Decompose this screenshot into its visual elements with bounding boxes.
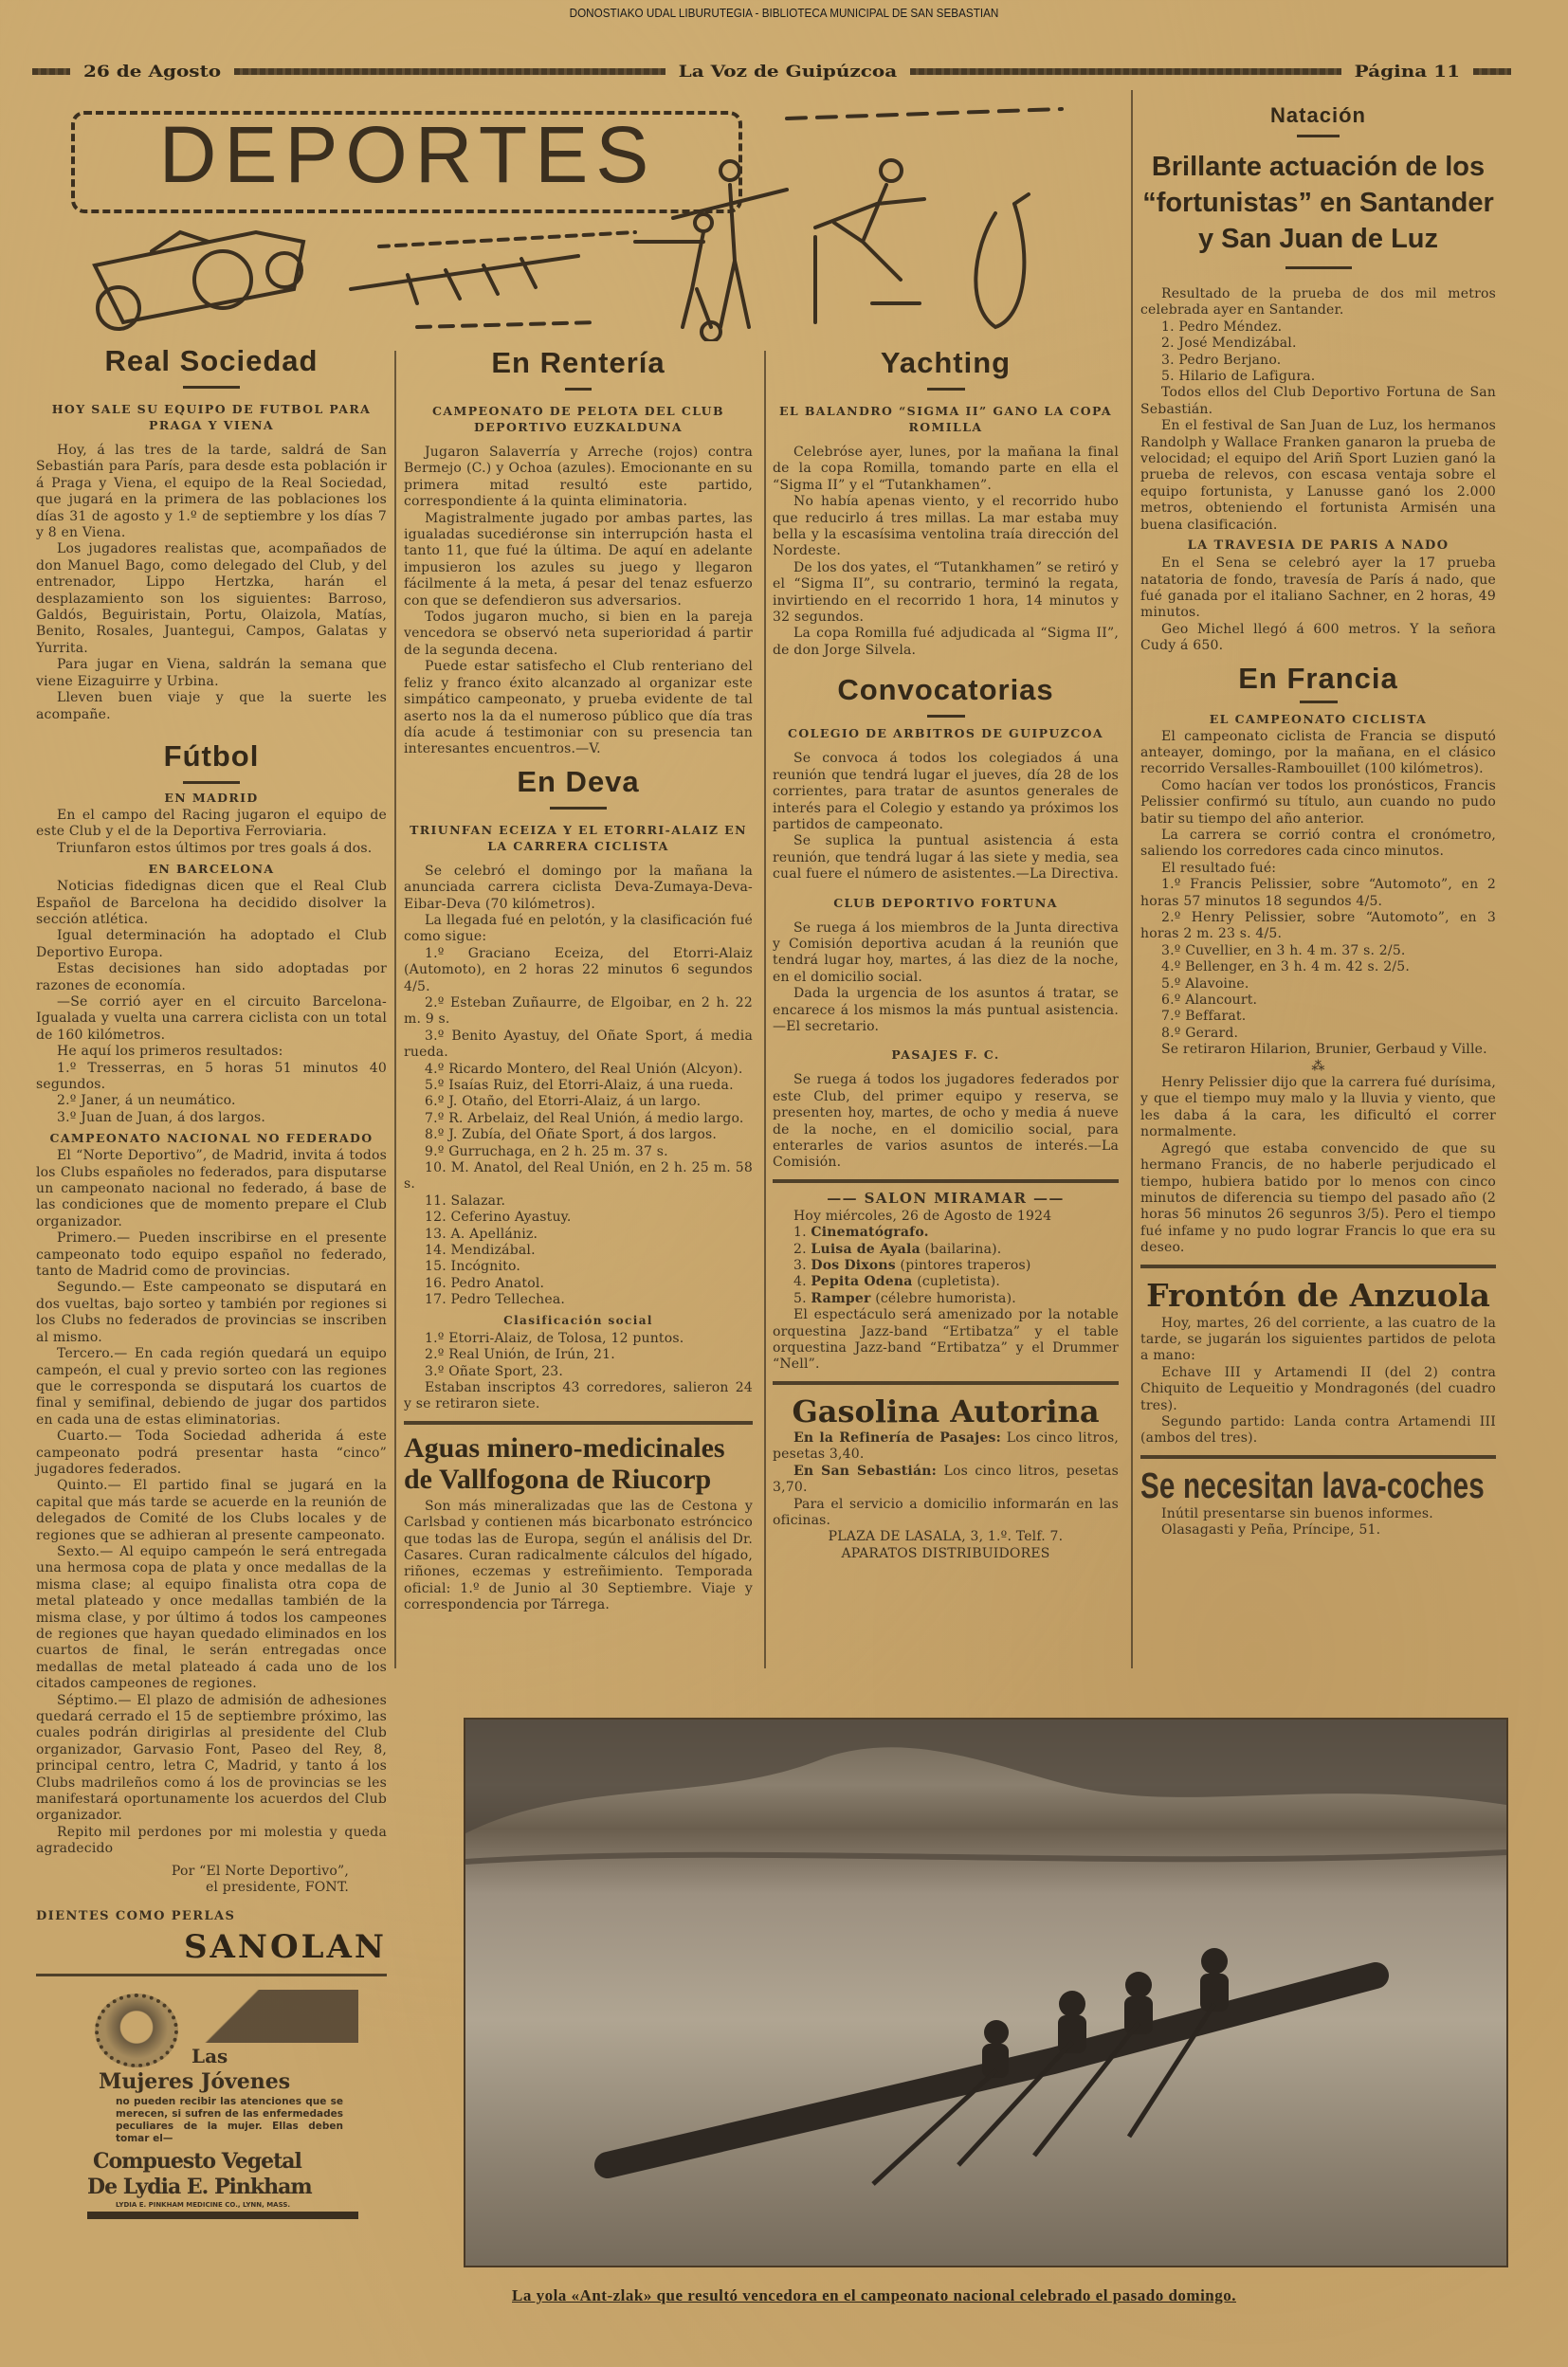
program-item xyxy=(773,1274,1119,1290)
gasolina-location: En la Refinería de Pasajes: xyxy=(793,1429,1002,1446)
ad-footer: LYDIA E. PINKHAM MEDICINE CO., LYNN, MASS. xyxy=(116,2200,291,2209)
paragraph: 7.º Beffarat. xyxy=(1161,1009,1247,1025)
lavacoches-line: Inútil presentarse sin buenos informes. xyxy=(1161,1505,1433,1521)
sanolan-tagline: DIENTES COMO PERLAS xyxy=(36,1908,236,1923)
paragraph: El resultado fué: xyxy=(1161,860,1277,876)
paragraph: Resultado de la prueba de dos mil metros celebrada ayer en Santander. xyxy=(1140,286,1496,319)
title-rule xyxy=(183,386,240,389)
paragraph: 2.º Real Unión, de Irún, 21. xyxy=(425,1347,615,1363)
paragraph: 15. Incógnito. xyxy=(425,1259,521,1275)
newspaper-name: La Voz de Guipúzcoa xyxy=(678,61,898,82)
paragraph: No había apenas viento, y el recorrido hubo que reducirlo á tres millas. La mar estaba muy bella y la escasísima ventolina traía dirección del Nordeste. xyxy=(773,494,1119,559)
section-subhead: CAMPEONATO NACIONAL NO FEDERADO xyxy=(49,1131,374,1146)
paragraph: Se celebró el domingo por la mañana la anunciada carrera ciclista Deva-Zumaya-Deva-Eibar-Deva (70 kilómetros). xyxy=(404,863,753,912)
article-body xyxy=(404,445,753,758)
title-rule xyxy=(927,715,965,718)
paragraph: 1. Pedro Méndez. xyxy=(1161,319,1283,335)
paragraph: 11. Salazar. xyxy=(425,1193,506,1209)
paragraph: 2.º Janer, á un neumático. xyxy=(57,1093,236,1109)
paragraph: 9.º Gurruchaga, en 2 h. 25 m. 37 s. xyxy=(425,1143,668,1159)
paragraph: 7.º R. Arbelaiz, del Real Unión, á medio largo. xyxy=(425,1110,744,1126)
paragraph: Estas decisiones han sido adoptadas por razones de economía. xyxy=(36,961,387,993)
paragraph: 17. Pedro Tellechea. xyxy=(425,1292,566,1308)
article-body xyxy=(36,1148,387,1857)
article-body xyxy=(1140,286,1496,534)
pinkham-ad xyxy=(87,1990,358,2219)
miramar-title: —— SALON MIRAMAR —— xyxy=(827,1189,1065,1207)
program-item-name: Cinematógrafo. xyxy=(811,1225,929,1241)
article-body xyxy=(404,864,753,1309)
program-item-name: Ramper xyxy=(811,1290,871,1306)
paragraph: Se retiraron Hilarion, Brunier, Gerbaud y Ville. xyxy=(1161,1042,1487,1058)
gasolina-ad xyxy=(773,1393,1119,1562)
title-rule xyxy=(565,388,592,391)
separator-asterism: ⁂ xyxy=(1311,1058,1325,1074)
paragraph: 5.º Alavoine. xyxy=(1161,975,1249,992)
paragraph: Hoy, martes, 26 del corriente, a las cuatro de la tarde, se jugarán los siguientes partidos de pelota a mano: xyxy=(1140,1315,1496,1364)
paragraph: Se ruega á todos los jugadores federados por este Club, del primer equipo y reserva, se presenten hoy, martes, de ocho y media á nueve de la noche, en el domicilio social, para enterarles de varios asuntos de interés.—La Comisión. xyxy=(773,1072,1119,1171)
paragraph: Igual determinación ha adoptado el Club Deportivo Europa. xyxy=(36,928,387,960)
title-rule xyxy=(1300,701,1338,703)
paragraph: En el Sena se celebró ayer la 17 prueba natatoria de fondo, travesía de París á nado, que fué ganada por el italiano Sachner, en 2 horas, 49 minutos. xyxy=(1140,555,1496,621)
paragraph: Los jugadores realistas que, acompañados de don Manuel Bago, como delegado del Club, y del entrenador, Lippo Hertzka, harán el desplazamiento son los siguientes: Barroso, Galdós, Beguiristain, Portu, Olaizola, Matías, Benito, Rosales, Juantegui, Campos, Galatas y Yurrita. xyxy=(36,541,387,656)
article-title: Real Sociedad xyxy=(104,344,319,377)
title-rule xyxy=(1285,266,1352,269)
section-subhead: COLEGIO DE ARBITROS DE GUIPUZCOA xyxy=(788,726,1103,741)
article-body xyxy=(773,445,1119,659)
column-2 xyxy=(404,345,753,1614)
masthead-rule xyxy=(234,68,665,75)
title-rule xyxy=(1297,135,1340,137)
paragraph: 4.º Ricardo Montero, del Real Unión (Alcyon). xyxy=(425,1061,743,1077)
article-body xyxy=(1140,729,1496,1059)
fronton-ad-body xyxy=(1140,1316,1496,1448)
column-4 xyxy=(1140,102,1496,1539)
article-title: Convocatorias xyxy=(837,673,1054,707)
paragraph: 12. Ceferino Ayastuy. xyxy=(425,1210,572,1226)
divider xyxy=(1140,1455,1496,1459)
divider xyxy=(36,1974,387,1976)
runner-illustration xyxy=(815,160,924,322)
article-body xyxy=(36,443,387,723)
paragraph: Como hacían ver todos los pronósticos, Francis Pelissier confirmó su título, aun cuando no pudo batir su tiempo del año anterior. xyxy=(1140,777,1496,827)
divider xyxy=(773,1381,1119,1385)
paragraph: 8.º J. Zubía, del Oñate Sport, á dos largos. xyxy=(425,1127,717,1143)
article-body xyxy=(404,1331,753,1413)
miramar-program xyxy=(773,1225,1119,1307)
program-item-note: (pintores traperos) xyxy=(900,1258,1031,1274)
divider xyxy=(1140,1265,1496,1268)
paragraph: Para jugar en Viena, saldrán la semana que viene Eizaguirre y Urbina. xyxy=(36,657,387,689)
article-title: Brillante actuación de los “fortunistas” en Santander y San Juan de Luz xyxy=(1142,152,1494,254)
paragraph: Séptimo.— El plazo de admisión de adhesiones quedará cerrado el 15 de septiembre próximo, las cuales podrán dirigirlas al presidente del Club organizador, Garvasio Font, Paseo del Rey, 8, principal centro, letra C, Madrid, y tanto á los Clubs madrileños como á los de provincias se les manifestará oportunamente los acuerdos del Club organizador. xyxy=(36,1692,387,1824)
program-item-note: (cupletista). xyxy=(917,1274,1001,1290)
paragraph: 4.º Bellenger, en 3 h. 4 m. 42 s. 2/5. xyxy=(1161,959,1411,975)
paragraph: Echave III y Artamendi II (del 2) contra Chiquito de Lequeitio y Mondragonés (del cuadro tres). xyxy=(1140,1364,1496,1413)
aguas-ad-title: Aguas minero-medicinales de Vallfogona de Riucorp xyxy=(404,1431,725,1495)
women-illustration xyxy=(191,1990,358,2043)
article-body xyxy=(36,808,387,857)
article-subtitle: CAMPEONATO DE PELOTA DEL CLUB DEPORTIVO EUZKALDUNA xyxy=(432,404,724,434)
boxer-illustration xyxy=(975,194,1029,327)
paragraph: 2.º Henry Pelissier, sobre “Automoto”, en 3 horas 2 m. 23 s. 4/5. xyxy=(1140,910,1496,942)
paragraph: Quinto.— El partido final se jugará en la capital que más tarde se acuerde en la reunión de delegados de Comité de los Clubs locales y de regiones que se adhieran al presente campeonato. xyxy=(36,1478,387,1543)
gasolina-location: En San Sebastián: xyxy=(793,1463,937,1479)
miramar-ad xyxy=(773,1191,1119,1374)
paragraph: 3.º Benito Ayastuy, del Oñate Sport, á media rueda. xyxy=(404,1028,753,1061)
article-subtitle: HOY SALE SU EQUIPO DE FUTBOL PARA PRAGA Y VIENA xyxy=(51,402,372,432)
deportes-banner xyxy=(66,100,1128,341)
ad-headline-2: Mujeres Jóvenes xyxy=(99,2068,291,2094)
gasolina-address: PLAZA DE LASALA, 3, 1.º. Telf. 7. xyxy=(828,1529,1064,1545)
paragraph: 1.º Graciano Eceiza, del Etorri-Alaiz (Automoto), en 2 horas 22 minutos 6 segundos 4/5. xyxy=(404,945,753,994)
program-item-note: (célebre humorista). xyxy=(875,1290,1016,1306)
paragraph: Se ruega á los miembros de la Junta directiva y Comisión deportiva acudan á la reunión que tendrá lugar hoy, martes, á las diez de la noche, en el domicilio social. xyxy=(773,919,1119,985)
article-body xyxy=(1140,555,1496,654)
library-header: DONOSTIAKO UDAL LIBURUTEGIA - BIBLIOTECA MUNICIPAL DE SAN SEBASTIAN xyxy=(569,6,999,20)
column-rule xyxy=(1131,90,1133,1668)
rowing-photo xyxy=(464,1718,1508,2267)
paragraph: En el festival de San Juan de Luz, los hermanos Randolph y Wallace Franken ganaron la prueba de velocidad; el equipo del Ariñ Sport Luzien ganó la prueba de relevos, con escasa ventaja sobre el equipo fortunista, y Lanusse ganó los 2.000 metros, obteniendo el fortunista Armisén una buena clasificación. xyxy=(1140,418,1496,533)
sports-illustration xyxy=(66,100,1128,341)
paragraph: Hoy, á las tres de la tarde, saldrá de San Sebastián para París, para desde esta población ir á Praga y Viena, el equipo de la Real Sociedad, que jugará en la primera de las poblaciones los días 31 de agosto y 1.º de septiembre y los días 7 y 8 en Viena. xyxy=(36,443,387,541)
masthead-rule xyxy=(910,68,1340,75)
program-item-note: (bailarina). xyxy=(924,1241,1002,1257)
paragraph: Repito mil perdones por mi molestia y queda agradecido xyxy=(36,1824,387,1857)
title-rule xyxy=(550,807,607,810)
race-car-illustration xyxy=(95,232,303,329)
issue-date: 26 de Agosto xyxy=(83,61,222,82)
paragraph: Celebróse ayer, lunes, por la mañana la final de la copa Romilla, tomando parte en ella el “Sigma II” y el “Tutankhamen”. xyxy=(773,445,1119,493)
article-subtitle: TRIUNFAN ECEIZA Y EL ETORRI-ALAIZ EN LA CARRERA CICLISTA xyxy=(410,822,747,853)
paragraph: Triunfaron estos últimos por tres goals á dos. xyxy=(57,840,373,856)
paragraph: La copa Romilla fué adjudicada al “Sigma II”, de don Jorge Silvela. xyxy=(773,626,1119,658)
paragraph: 3.º Oñate Sport, 23. xyxy=(425,1363,564,1379)
paragraph: Geo Michel llegó á 600 metros. Y la señora Cudy á 650. xyxy=(1140,621,1496,654)
sanolan-brand: SANOLAN xyxy=(184,1927,387,1966)
paragraph: El “Norte Deportivo”, de Madrid, invita á todos los Clubs españoles no federados, para disputarse un campeonato nacional no federado, á base de las condiciones que de momento prepare el Club organizador. xyxy=(36,1148,387,1229)
article-title: En Francia xyxy=(1238,661,1398,695)
article-body xyxy=(773,1072,1119,1171)
program-item-num: 3. xyxy=(793,1258,807,1274)
paragraph: Henry Pelissier dijo que la carrera fué durísima, y que el tiempo muy malo y la lluvia y viento, que les daba á la cara, les dificultó el correr normalmente. xyxy=(1140,1075,1496,1140)
column-1 xyxy=(36,343,387,2219)
paragraph: De los dos yates, el “Tutankhamen” se retiró y el “Sigma II”, su contrario, terminó la regata, invirtiendo en el recorrido 1 hora, 14 minutos y 32 segundos. xyxy=(773,559,1119,626)
article-subtitle: EL CAMPEONATO CICLISTA xyxy=(1209,711,1428,726)
lavacoches-line: Olasagasti y Peña, Príncipe, 51. xyxy=(1161,1522,1381,1539)
column-rule xyxy=(394,351,396,1668)
article-title: En Rentería xyxy=(491,346,665,379)
paragraph: En el campo del Racing jugaron el equipo de este Club y el de la Deportiva Ferroviaria. xyxy=(36,807,387,840)
paragraph: 13. A. Apellániz. xyxy=(425,1226,538,1242)
paragraph: Se suplica la puntual asistencia á esta reunión, que tendrá lugar á las siete y media, sea cual fuere el número de asistentes.—La Directiva. xyxy=(773,833,1120,883)
divider xyxy=(404,1421,753,1425)
paragraph: Segundo partido: Landa contra Artamendi III (ambos del tres). xyxy=(1140,1413,1496,1447)
gasolina-price: Los cinco litros, pesetas 3,40. xyxy=(773,1429,1120,1463)
program-item-name: Dos Dixons xyxy=(811,1258,896,1274)
paragraph: El campeonato ciclista de Francia se disputó anteayer, domingo, por la mañana, en el clásico recorrido Versalles-Rambouillet (100 kilómetros). xyxy=(1140,728,1496,777)
paragraph: Noticias fidedignas dicen que el Real Club Español de Barcelona ha decidido disolver la sección atlética. xyxy=(36,879,387,927)
paragraph: 3.º Cuvellier, en 3 h. 4 m. 37 s. 2/5. xyxy=(1161,942,1406,958)
paragraph: Jugaron Salaverría y Arreche (rojos) contra Bermejo (C.) y Ochoa (azules). Emocionante en su primera mitad resultó este partido, correspondiente á la quinta eliminatoria. xyxy=(404,445,753,510)
paragraph: 3. Pedro Berjano. xyxy=(1161,352,1282,368)
paragraph: La llegada fué en pelotón, y la clasificación fué como sigue: xyxy=(404,912,753,945)
article-title: Fútbol xyxy=(163,738,260,773)
masthead xyxy=(32,59,1511,83)
program-item xyxy=(773,1225,1119,1241)
title-rule xyxy=(927,388,965,391)
article-title: Yachting xyxy=(880,346,1012,379)
paragraph: Sexto.— Al equipo campeón le será entregada una hermosa copa de plata y once medallas de la misma clase; al equipo finalista otra copa de metal plateado y once medallas también de la misma clase, y por último á todos los campeones de regiones que hayan quedado eliminados en los cuartos de final, le serán entregadas once medallas de metal plateado á cada uno de los citados campeones de regiones. xyxy=(36,1543,387,1692)
paragraph: Todos jugaron mucho, si bien en la pareja vencedora se observó neta superioridad á partir de la segunda decena. xyxy=(404,610,753,658)
section-subhead: PASAJES F. C. xyxy=(891,1047,1000,1063)
paragraph: Se convoca á todos los colegiados á una reunión que tendrá lugar el jueves, día 28 de los corrientes, para tratar de asuntos generales de interés para el Colegio y estando ya próximos los partidos de campeonato. xyxy=(773,751,1119,832)
program-item-num: 2. xyxy=(793,1241,807,1257)
paragraph: Agregó que estaba convencido de que su hermano Francis, de no haberle perjudicado el tiempo, hubiera batido por lo menos con cinco minutos de diferencia su tiempo del pasado año (2 horas 56 minutos 26 segunros 3/5). Pero el tiempo fué infame y no pudo lograr Francis lo que era su deseo. xyxy=(1140,1140,1496,1256)
paragraph: 10. M. Anatol, del Real Unión, en 2 h. 25 m. 58 s. xyxy=(404,1160,753,1193)
masthead-rule xyxy=(32,68,70,75)
divider xyxy=(773,1179,1119,1183)
football-players-illustration xyxy=(635,161,787,341)
paragraph: —Se corrió ayer en el circuito Barcelona-Igualada y vuelta una carrera ciclista con un total de 160 kilómetros. xyxy=(36,993,387,1043)
paragraph: Magistralmente jugado por ambas partes, las igualadas sucediéronse sin interrupción hasta el tanto 11, que fué la última. De aquí en adelante impusieron los azules su juego y llegaron fácilmente á la meta, á pesar del tenaz esfuerzo con que se defendieron sus adversarios. xyxy=(404,510,753,609)
rowing-illustration xyxy=(351,232,635,327)
aguas-ad-body: Son más mineralizadas que las de Cestona y Carlsbad y contienen más bicarbonato estróncico que todas las de Europa, según el análisis del Dr. Casares. Curan radicalmente cálculos del hígado, riñones, eczemas y estreñimiento. Temporada oficial: 1.º de Junio al 30 Septiembre. Viaje y correspondencia por Tárrega. xyxy=(404,1498,753,1613)
paragraph: 1.º Francis Pelissier, sobre “Automoto”, en 2 horas 57 minutos 18 segundos 4/5. xyxy=(1140,877,1496,909)
paragraph: 8.º Gerard. xyxy=(1161,1025,1239,1041)
section-subhead: EN MADRID xyxy=(164,790,259,805)
column-rule xyxy=(764,351,766,1668)
section-subhead: Clasificación social xyxy=(503,1313,653,1327)
program-item-num: 4. xyxy=(793,1274,807,1290)
article-subtitle: EL BALANDRO “SIGMA II” GANO LA COPA ROMILLA xyxy=(778,404,1113,434)
page-number: Página 11 xyxy=(1354,61,1461,82)
paragraph: 14. Mendizábal. xyxy=(425,1243,536,1259)
ad-headline-1: Las xyxy=(191,2044,228,2067)
fronton-ad-title: Frontón de Anzuola xyxy=(1146,1276,1490,1314)
photo-caption: La yola «Ant-zlak» que resultó vencedora en el campeonato nacional celebrado el pasado domingo. xyxy=(512,2286,1237,2304)
program-item xyxy=(773,1242,1119,1258)
ad-brand-2: De Lydia E. Pinkham xyxy=(87,2174,312,2199)
program-item-num: 5. xyxy=(793,1290,807,1306)
program-item-name: Luisa de Ayala xyxy=(811,1241,921,1257)
gasolina-line xyxy=(773,1464,1119,1497)
signature-line: Por “El Norte Deportivo”, xyxy=(171,1863,349,1879)
paragraph: 5. Hilario de Lafigura. xyxy=(1161,369,1316,385)
article-body xyxy=(1140,1075,1496,1256)
program-item xyxy=(773,1291,1119,1307)
section-subhead: CLUB DEPORTIVO FORTUNA xyxy=(833,895,1058,910)
paragraph: Cuarto.— Toda Sociedad adherida á este campeonato podrá presentar hasta “cinco” jugadores federados. xyxy=(36,1429,387,1477)
paragraph: 1.º Etorri-Alaiz, de Tolosa, 12 puntos. xyxy=(425,1330,684,1346)
paragraph: Tercero.— En cada región quedará un equipo campeón, el cual y previo sorteo con las regiones que le corresponda se disputará los cuartos de final y semifinal, debiendo de jugar dos partidos en cada una de estas eliminatorias. xyxy=(36,1346,387,1428)
ad-body: no pueden recibir las atenciones que se merecen, si sufren de las enfermedades peculiares de la mujer. Ellas deben tomar el— xyxy=(116,2095,343,2144)
portrait-illustration xyxy=(95,1994,178,2067)
paragraph: Puede estar satisfecho el Club renteriano del feliz y franco éxito alcanzado al organizar este simpático campeonato, y prueba evidente de tal aserto nos la da el numeroso público que día tras día acude á testimoniar con su presencia tan interesantes encuentros.—V. xyxy=(404,659,753,757)
paragraph: 6.º J. Otaño, del Etorri-Alaiz, á un largo. xyxy=(425,1094,702,1110)
miramar-date: Hoy miércoles, 26 de Agosto de 1924 xyxy=(793,1208,1052,1224)
paragraph: La carrera se corrió contra el cronómetro, saliendo los corredores cada cinco minutos. xyxy=(1140,827,1496,860)
article-title: En Deva xyxy=(517,764,640,798)
program-item-num: 1. xyxy=(793,1225,807,1241)
paragraph: 2.º Esteban Zuñaurre, de Elgoibar, en 2 h. 22 m. 9 s. xyxy=(404,994,753,1028)
paragraph: 3.º Juan de Juan, á dos largos. xyxy=(57,1109,265,1125)
paragraph: Dada la urgencia de los asuntos á tratar, se encarece á los mismos la más puntual asistencia.—El secretario. xyxy=(773,986,1119,1034)
gasolina-service: Para el servicio a domicilio informarán en las oficinas. xyxy=(773,1496,1119,1528)
masthead-rule xyxy=(1473,68,1511,75)
article-body xyxy=(773,751,1119,883)
column-3 xyxy=(773,345,1119,1562)
paragraph: Lleven buen viaje y que la suerte les acompañe. xyxy=(36,690,387,722)
lavacoches-ad-title: Se necesitan lava-coches xyxy=(1140,1466,1485,1506)
deportes-title: DEPORTES xyxy=(158,110,657,199)
gasolina-price: Los cinco litros, pesetas 3,70. xyxy=(773,1463,1119,1496)
paragraph: 1.º Tresserras, en 5 horas 51 minutos 40 segundos. xyxy=(36,1060,387,1092)
paragraph: He aquí los primeros resultados: xyxy=(57,1044,283,1060)
program-item-name: Pepita Odena xyxy=(811,1274,913,1290)
miramar-footer: El espectáculo será amenizado por la notable orquestina Jazz-band “Ertibatza” y el table orquestina Jazz-band “Ertibatza” y el Drummer “Nell”. xyxy=(773,1307,1119,1373)
section-title: Natación xyxy=(1270,103,1366,127)
miramar-title-text: SALON MIRAMAR xyxy=(864,1189,1028,1207)
paragraph: 2. José Mendizábal. xyxy=(1161,336,1297,352)
paragraph: 16. Pedro Anatol. xyxy=(425,1275,545,1291)
signature-line: el presidente, FONT. xyxy=(205,1880,349,1896)
section-subhead: EN BARCELONA xyxy=(148,862,275,877)
paragraph: 5.º Isaías Ruiz, del Etorri-Alaiz, á una rueda. xyxy=(425,1078,734,1093)
gasolina-footer: APARATOS DISTRIBUIDORES xyxy=(841,1545,1050,1561)
gasolina-line xyxy=(773,1430,1119,1464)
article-body xyxy=(773,920,1119,1036)
rowing-boat-image xyxy=(465,1720,1506,2266)
section-subhead: LA TRAVESIA DE PARIS A NADO xyxy=(1187,538,1449,554)
paragraph: Segundo.— Este campeonato se disputará en dos vueltas, bajo sorteo y también por regiones si los Clubs no federados de provincias se inscriben al mismo. xyxy=(36,1280,387,1345)
paragraph: Todos ellos del Club Deportivo Fortuna de San Sebastián. xyxy=(1140,385,1496,417)
gasolina-title: Gasolina Autorina xyxy=(792,1393,1100,1429)
title-rule xyxy=(183,781,240,784)
program-item xyxy=(773,1258,1119,1274)
paragraph: 6.º Alancourt. xyxy=(1161,992,1258,1009)
article-body xyxy=(36,879,387,1126)
paragraph: Primero.— Pueden inscribirse en el presente campeonato todo equipo español no federado, tanto de Madrid como de provincias. xyxy=(36,1230,387,1280)
paragraph: Estaban inscriptos 43 corredores, salieron 24 y se retiraron siete. xyxy=(404,1379,753,1412)
ad-brand-1: Compuesto Vegetal xyxy=(93,2148,301,2174)
